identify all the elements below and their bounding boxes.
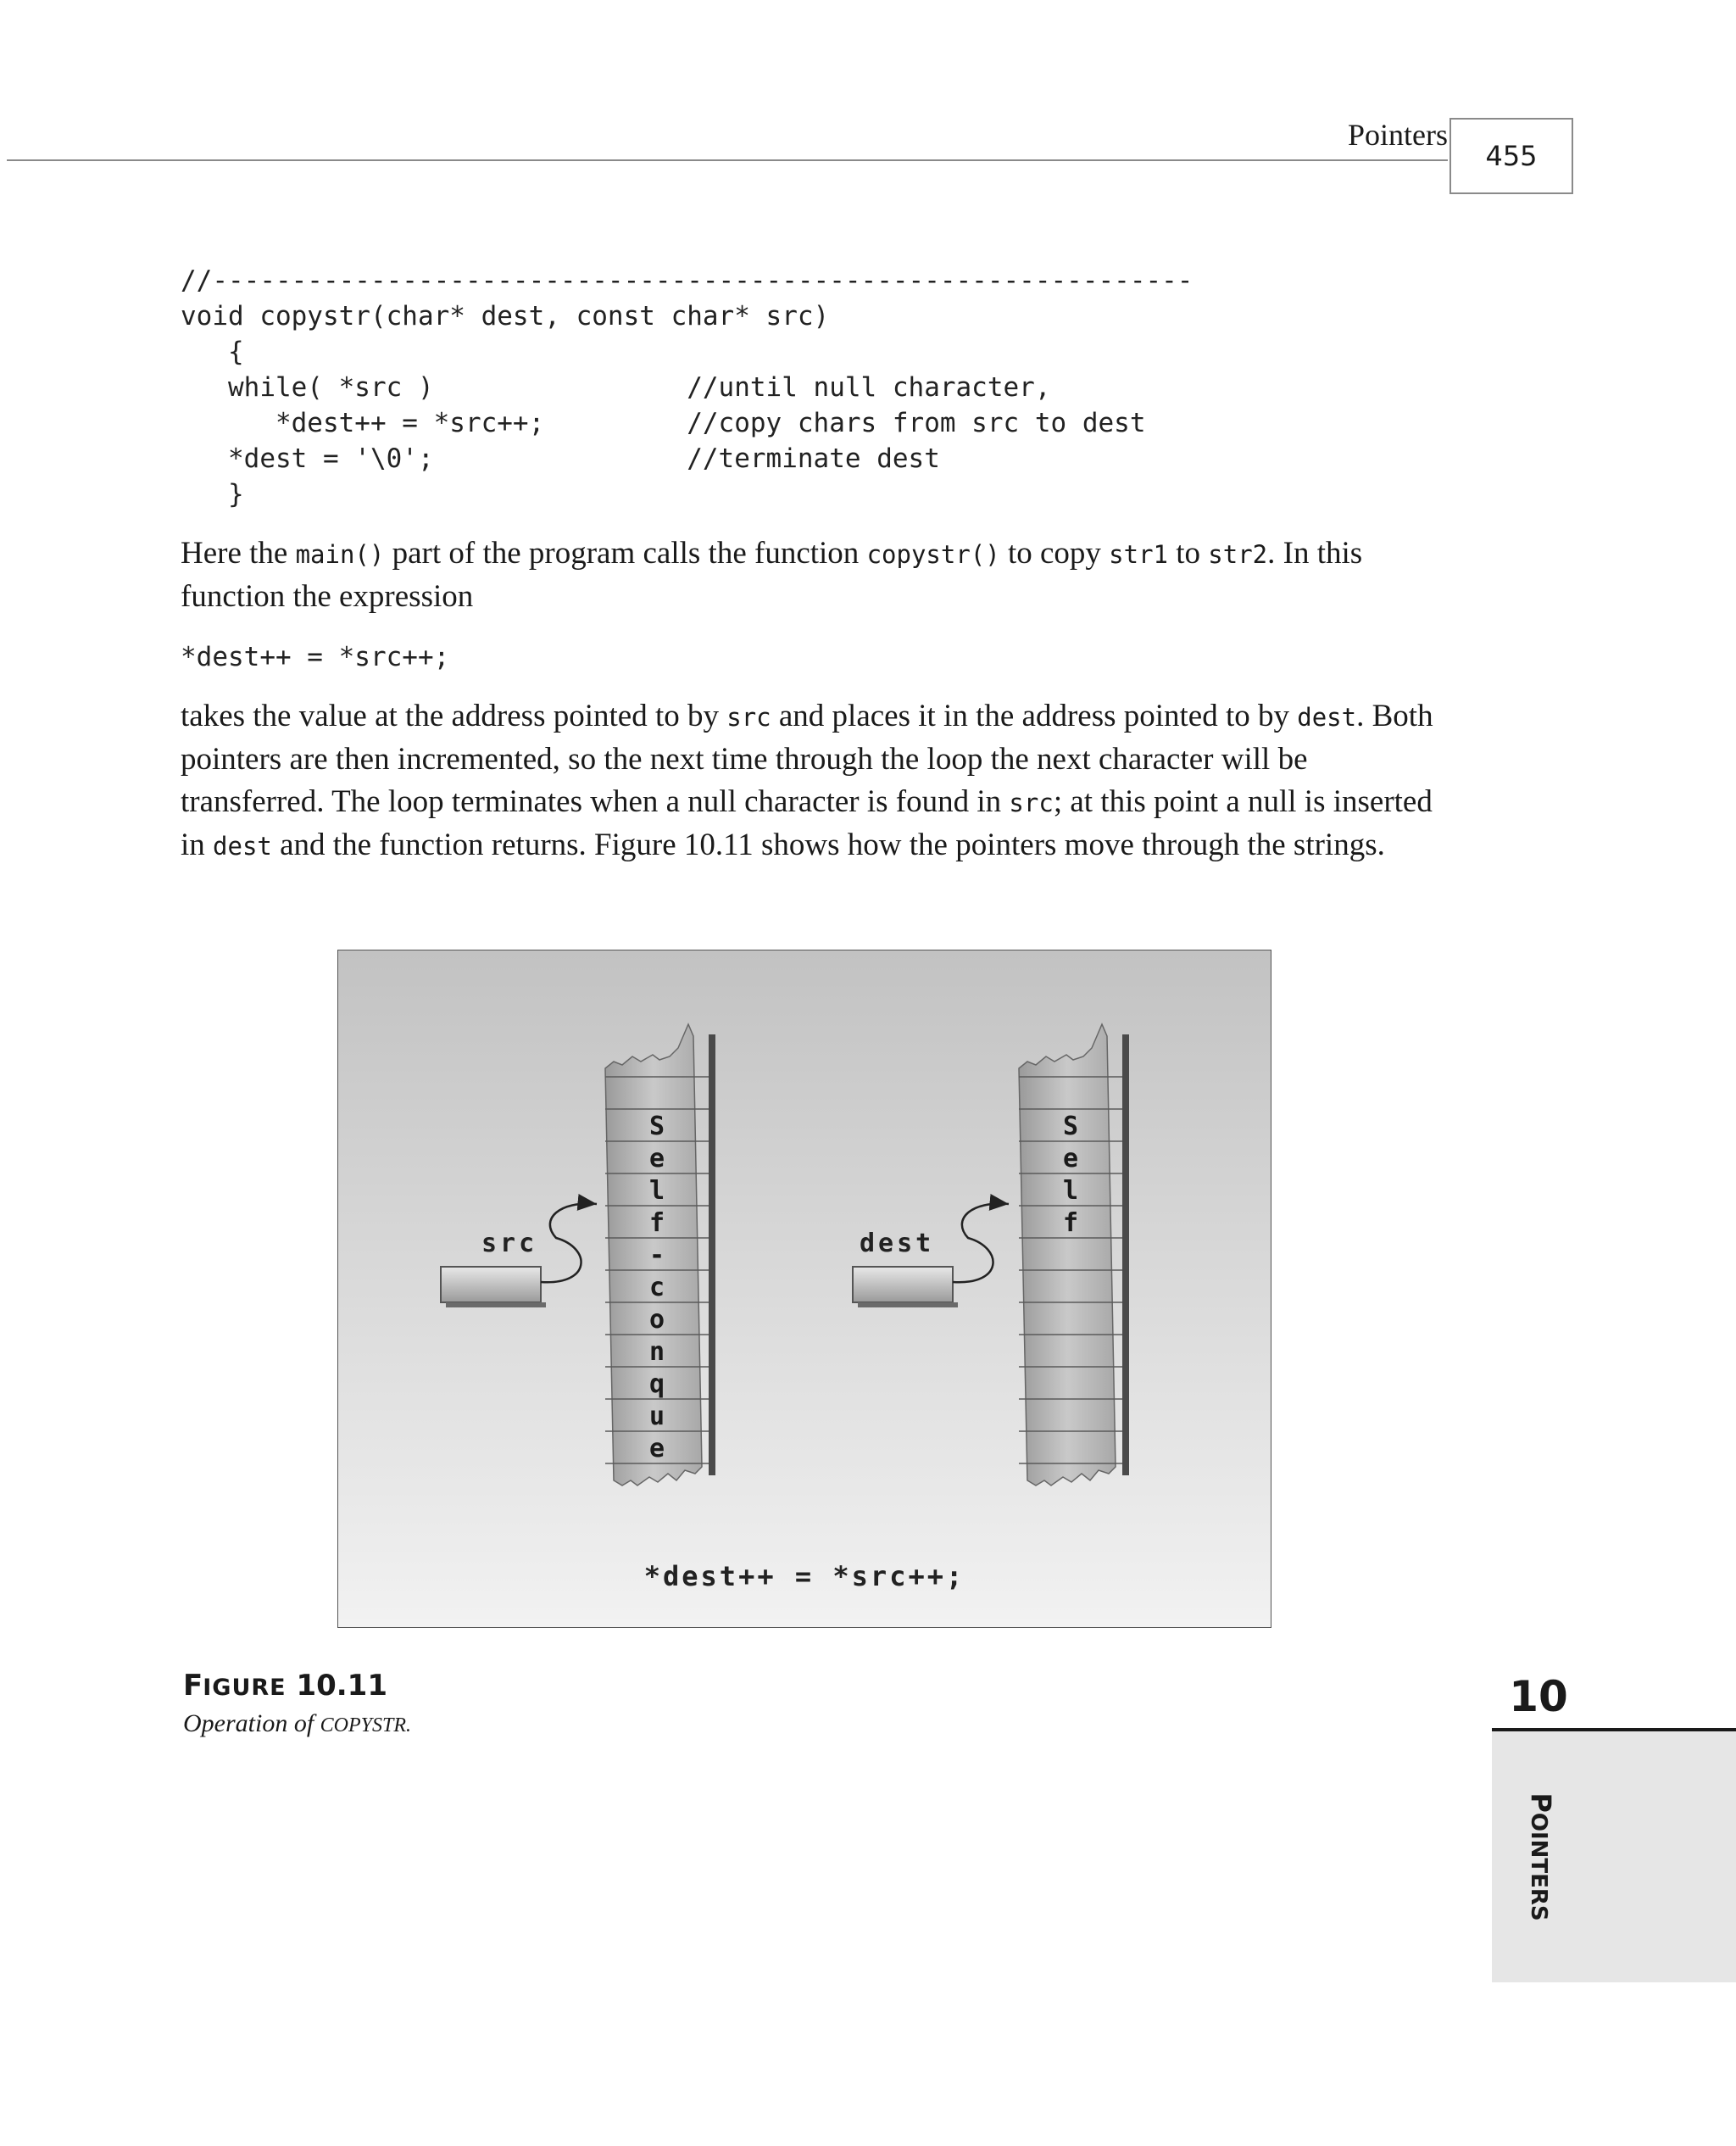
para-text: . Both pointers are then incremented, so the next time through the loop the next character will be transferred. The loop terminates when a null character is found in (181, 699, 1433, 819)
string-char: c (648, 1273, 665, 1302)
src-pointer-label: src (481, 1229, 538, 1258)
string-char: f (1062, 1208, 1079, 1238)
string-char: l (648, 1176, 665, 1206)
string-char: l (1062, 1176, 1079, 1206)
dest-column-shape (1019, 1024, 1116, 1485)
code-line: } (181, 479, 244, 510)
code-line: *dest = '\0'; //terminate dest (181, 443, 940, 474)
dest-column-shadow (1122, 1034, 1129, 1475)
tab-label-rest: OINTERS (1526, 1812, 1551, 1921)
inline-code: src (726, 703, 771, 732)
src-pointer-box (441, 1267, 541, 1302)
string-char: u (648, 1402, 665, 1431)
figure-caption (183, 1709, 411, 1738)
inline-code: main() (295, 540, 385, 569)
caption-function-name: COPYSTR. (320, 1714, 412, 1736)
paragraph-explanation (181, 695, 1435, 867)
src-column-shadow (709, 1034, 715, 1475)
figure-expression: *dest++ = *src++; (643, 1560, 965, 1592)
string-char: o (648, 1305, 665, 1335)
src-pointer-box-shadow (446, 1302, 546, 1307)
code-line: while( *src ) //until null character, (181, 372, 1051, 403)
para-text: to (1168, 536, 1209, 571)
figure-label-word: IGURE (203, 1675, 287, 1701)
chapter-tab-number: 10 (1509, 1672, 1568, 1721)
dest-pointer-label: dest (860, 1229, 935, 1258)
para-text: to copy (999, 536, 1110, 571)
figure-copystr (337, 950, 1271, 1628)
dest-pointer-box-shadow (858, 1302, 958, 1307)
string-char: e (648, 1434, 665, 1463)
para-text: and the function returns. Figure 10.11 shows how the pointers move through the strings. (271, 828, 1385, 862)
string-char: e (1062, 1144, 1079, 1173)
string-char: S (1062, 1112, 1079, 1141)
code-line: { (181, 337, 244, 367)
page-number: 455 (1485, 140, 1538, 172)
figure-label-initial: F (183, 1669, 203, 1703)
para-text: . In this function the expression (181, 536, 1363, 614)
tab-label-initial: P (1525, 1792, 1557, 1813)
expression-code: *dest++ = *src++; (181, 642, 450, 672)
caption-text: Operation of (183, 1709, 320, 1737)
para-text: ; at this point a null is inserted in (181, 784, 1433, 862)
running-head: Pointers (1347, 118, 1448, 152)
figure-label-number: 10.11 (296, 1669, 387, 1703)
chapter-tab-label (1525, 1792, 1557, 1920)
para-text: takes the value at the address pointed to by (181, 699, 727, 733)
inline-code: str2 (1208, 540, 1268, 569)
string-char: q (648, 1369, 665, 1399)
inline-code: dest (213, 832, 272, 861)
code-block (181, 263, 1193, 512)
para-text: part of the program calls the function (384, 536, 867, 571)
string-char: S (648, 1112, 665, 1141)
inline-code: str1 (1109, 540, 1168, 569)
string-char: n (648, 1337, 665, 1367)
figure-label (183, 1669, 387, 1703)
code-line: *dest++ = *src++; //copy chars from src to dest (181, 408, 1146, 438)
para-text: Here the (181, 536, 296, 571)
string-char: - (648, 1240, 665, 1270)
inline-code: src (1009, 789, 1054, 817)
dest-pointer-box (853, 1267, 953, 1302)
string-char: e (648, 1144, 665, 1173)
para-text: and places it in the address pointed to by (771, 699, 1298, 733)
inline-code: copystr() (866, 540, 1000, 569)
inline-code: dest (1297, 703, 1357, 732)
string-char: f (648, 1208, 665, 1238)
code-line: //-------------------------------------------------------------- (181, 265, 1194, 296)
code-line: void copystr(char* dest, const char* src) (181, 301, 830, 332)
header-rule (7, 159, 1448, 161)
page-number-box (1449, 118, 1573, 194)
paragraph-intro (181, 532, 1435, 618)
